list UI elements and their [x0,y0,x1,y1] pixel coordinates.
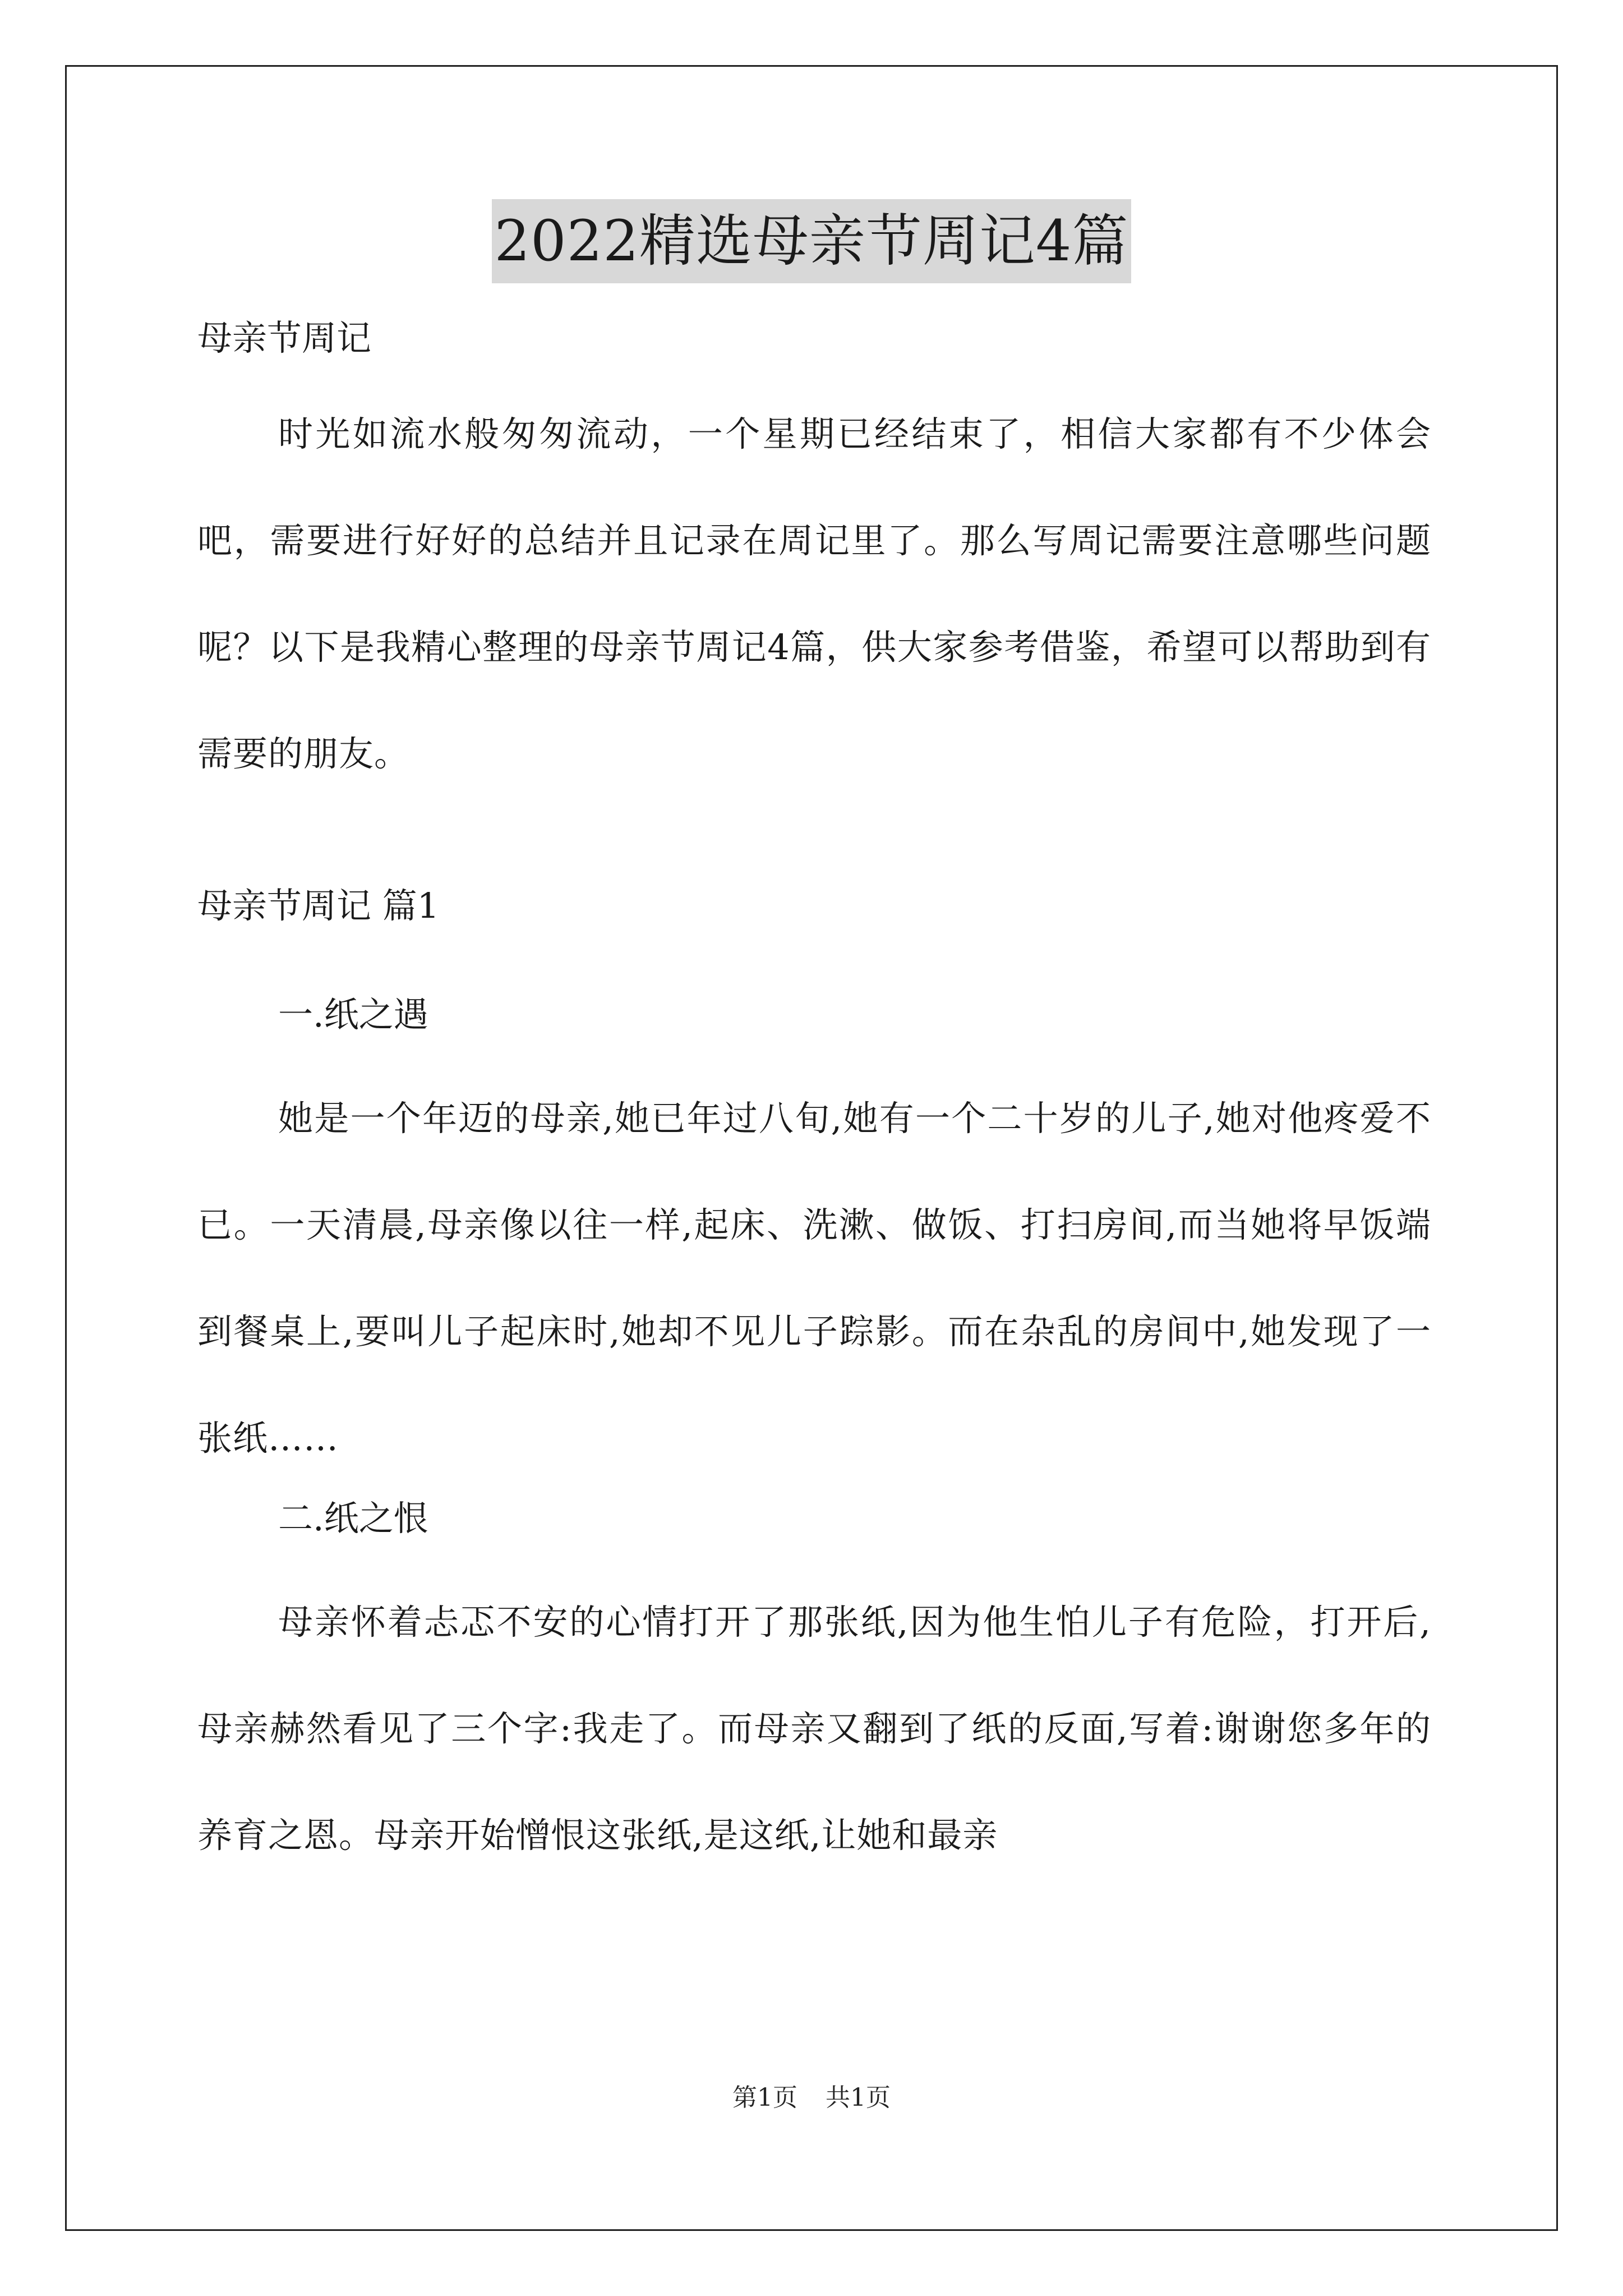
part2-paragraph: 母亲怀着忐忑不安的心情打开了那张纸,因为他生怕儿子有危险，打开后,母亲赫然看见了三个字:我走了。而母亲又翻到了纸的反面,写着:谢谢您多年的养育之恩。母亲开始憎恨这张纸,是这纸,让她和最亲 [197,1602,1431,1856]
title-container [0,199,1623,283]
document-title: 2022精选母亲节周记4篇 [492,199,1131,283]
intro-paragraph: 时光如流水般匆匆流动，一个星期已经结束了，相信大家都有不少体会吧，需要进行好好的总结并且记录在周记里了。那么写周记需要注意哪些问题呢？以下是我精心整理的母亲节周记4篇，供大家参考借鉴，希望可以帮助到有需要的朋友。 [197,413,1431,774]
page-total: 共1页 [826,2083,891,2112]
part1-paragraph: 她是一个年迈的母亲,她已年过八旬,她有一个二十岁的儿子,她对他疼爱不已。一天清晨,母亲像以往一样,起床、洗漱、做饭、打扫房间,而当她将早饭端到餐桌上,要叫儿子起床时,她却不见儿子踪影。而在杂乱的房间中,她发现了一张纸…… [197,1098,1431,1458]
page-footer [0,2081,1623,2115]
section1-heading: 母亲节周记 篇1 [197,885,440,926]
document-body [197,311,1431,1889]
part2-title: 二.纸之恨 [278,1498,428,1539]
intro-heading: 母亲节周记 [197,318,372,358]
part1-title: 一.纸之遇 [278,994,428,1035]
page-number: 第1页 [732,2083,797,2112]
